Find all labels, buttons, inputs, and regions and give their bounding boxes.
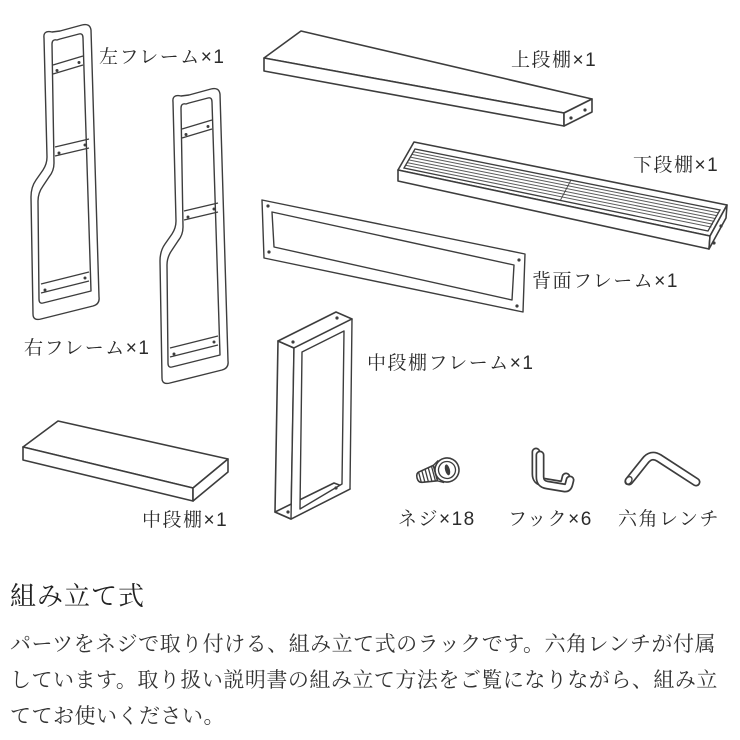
label-right-frame: 右フレーム×1 xyxy=(24,338,151,359)
label-hex-wrench: 六角レンチ xyxy=(618,509,721,530)
label-middle-shelf-frame: 中段棚フレーム×1 xyxy=(367,353,535,374)
screw-part xyxy=(414,455,462,489)
label-screws: ネジ×18 xyxy=(398,509,476,530)
middle-shelf-part xyxy=(23,421,228,501)
middle-shelf-frame-part xyxy=(275,312,352,519)
left-frame-part xyxy=(31,25,99,320)
hex-wrench-part xyxy=(624,456,696,486)
label-middle-shelf: 中段棚×1 xyxy=(142,510,229,531)
label-hooks: フック×6 xyxy=(508,509,593,530)
label-back-frame: 背面フレーム×1 xyxy=(532,271,679,292)
description-section xyxy=(10,576,732,735)
right-frame-part xyxy=(160,89,228,384)
label-left-frame: 左フレーム×1 xyxy=(99,47,226,68)
label-bottom-shelf: 下段棚×1 xyxy=(633,155,720,176)
back-frame-part xyxy=(262,200,525,312)
section-body-text: パーツをネジで取り付ける、組み立て式のラックです。六角レンチが付属しています。取り扱い説明書の組み立て方法をご覧になりながら、組み立ててお使いください。 xyxy=(10,633,718,728)
hook-part xyxy=(536,452,570,488)
section-heading: 組み立て式 xyxy=(10,581,146,611)
label-top-shelf: 上段棚×1 xyxy=(511,50,598,71)
